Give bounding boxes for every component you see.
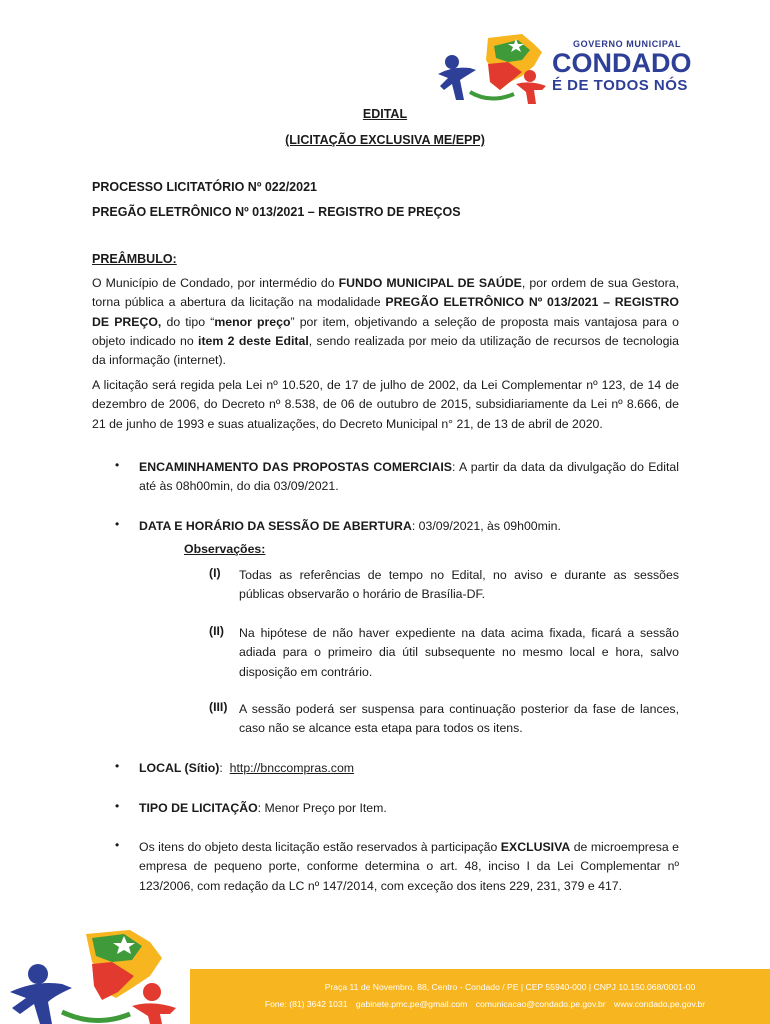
bullet-proposals-deadline: ENCAMINHAMENTO DAS PROPOSTAS COMERCIAIS: A partir da data da divulgação do Edital até às 08h00min, do dia 03/09/2021. [139,460,679,494]
bullet-tender-type: TIPO DE LICITAÇÃO: Menor Preço por Item. [139,801,387,815]
observation-text: Todas as referências de tempo no Edital, no aviso e durante as sessões públicas observarão o horário de Brasília-DF. [239,568,679,602]
observation-text: Na hipótese de não haver expediente na data acima fixada, ficará a sessão adiada para o primeiro dia útil subsequente no mesmo local e hora, salvo disposição em contrário. [239,626,679,679]
bullet-marker: • [115,799,120,813]
bullet-session-date: DATA E HORÁRIO DA SESSÃO DE ABERTURA: 03/09/2021, às 09h00min. [139,519,561,533]
observations-heading: Observações: [184,542,266,556]
document-title: EDITAL [362,107,408,121]
footer-website[interactable]: www.condado.pe.gov.br [614,999,706,1009]
bullet-marker: • [115,458,120,472]
bullet-marker: • [115,517,120,531]
footer-emblem-icon [0,928,200,1024]
bullet-marker: • [115,838,120,852]
pregao-number: PREGÃO ELETRÔNICO Nº 013/2021 – REGISTRO DE PREÇOS [92,205,461,219]
observation-text: A sessão poderá ser suspensa para continuação posterior da fase de lances, caso não se alcance esta etapa para todos os itens. [239,702,679,736]
bnccompras-link[interactable]: http://bnccompras.com [229,761,355,775]
process-number: PROCESSO LICITATÓRIO Nº 022/2021 [92,180,317,194]
bullet-local-site: LOCAL (Sítio): http://bnccompras.com [139,761,355,775]
footer-contacts [190,999,770,1009]
footer-address: Praça 11 de Novembro, 88, Centro - Condado / PE | CEP 55940-000 | CNPJ 10.150.068/0001-00 [324,982,696,992]
preamble-paragraph: O Município de Condado, por intermédio do FUNDO MUNICIPAL DE SAÚDE, por ordem de sua Gestora, torna pública a abertura da licitação na modalidade PREGÃO ELETRÔNICO Nº 013/2021 – REGISTRO DE PREÇO, do tipo “menor preço” por item, objetivando a seleção de proposta mais vantajosa para o objeto indicado no item 2 deste Edital, sendo realizada por meio da utilização de recursos de tecnologia da informação (internet). [92,276,679,368]
logo-emblem-icon [430,30,555,110]
observation-number: (II) [209,624,225,638]
footer-phone: Fone: (81) 3642 1031 [264,999,348,1009]
document-subtitle: (LICITAÇÃO EXCLUSIVA ME/EPP) [285,133,485,147]
logo-slogan: É DE TODOS NÓS [552,77,688,94]
legal-basis-paragraph: A licitação será regida pela Lei nº 10.520, de 17 de julho de 2002, da Lei Complementar nº 123, de 14 de dezembro de 2006, do Decreto nº 8.538, de 06 de outubro de 2015, subsidiariamente da Lei nº 8.666, de 21 de junho de 1993 e suas atualizações, do Decreto Municipal n° 21, de 13 de abril de 2020. [92,378,679,431]
municipal-logo [430,30,730,110]
observation-number: (I) [209,566,221,580]
bullet-marker: • [115,759,120,773]
logo-government-label: GOVERNO MUNICIPAL [573,39,682,49]
footer-email-comunicacao[interactable]: comunicacao@condado.pe.gov.br [475,999,606,1009]
observation-number: (III) [209,700,228,714]
logo-city-name: CONDADO [552,48,692,78]
bullet-exclusive-items: Os itens do objeto desta licitação estão reservados à participação EXCLUSIVA de microempresa e empresa de pequeno porte, conforme determina o art. 48, inciso I da Lei Complementar nº 123/2006, com redação da LC nº 147/2014, com exceção dos itens 229, 231, 379 e 417. [139,840,679,893]
footer-bar [190,969,770,1024]
preamble-heading: PREÂMBULO: [92,252,177,266]
footer-email-gabinete[interactable]: gabinete.pmc.pe@gmail.com [355,999,468,1009]
